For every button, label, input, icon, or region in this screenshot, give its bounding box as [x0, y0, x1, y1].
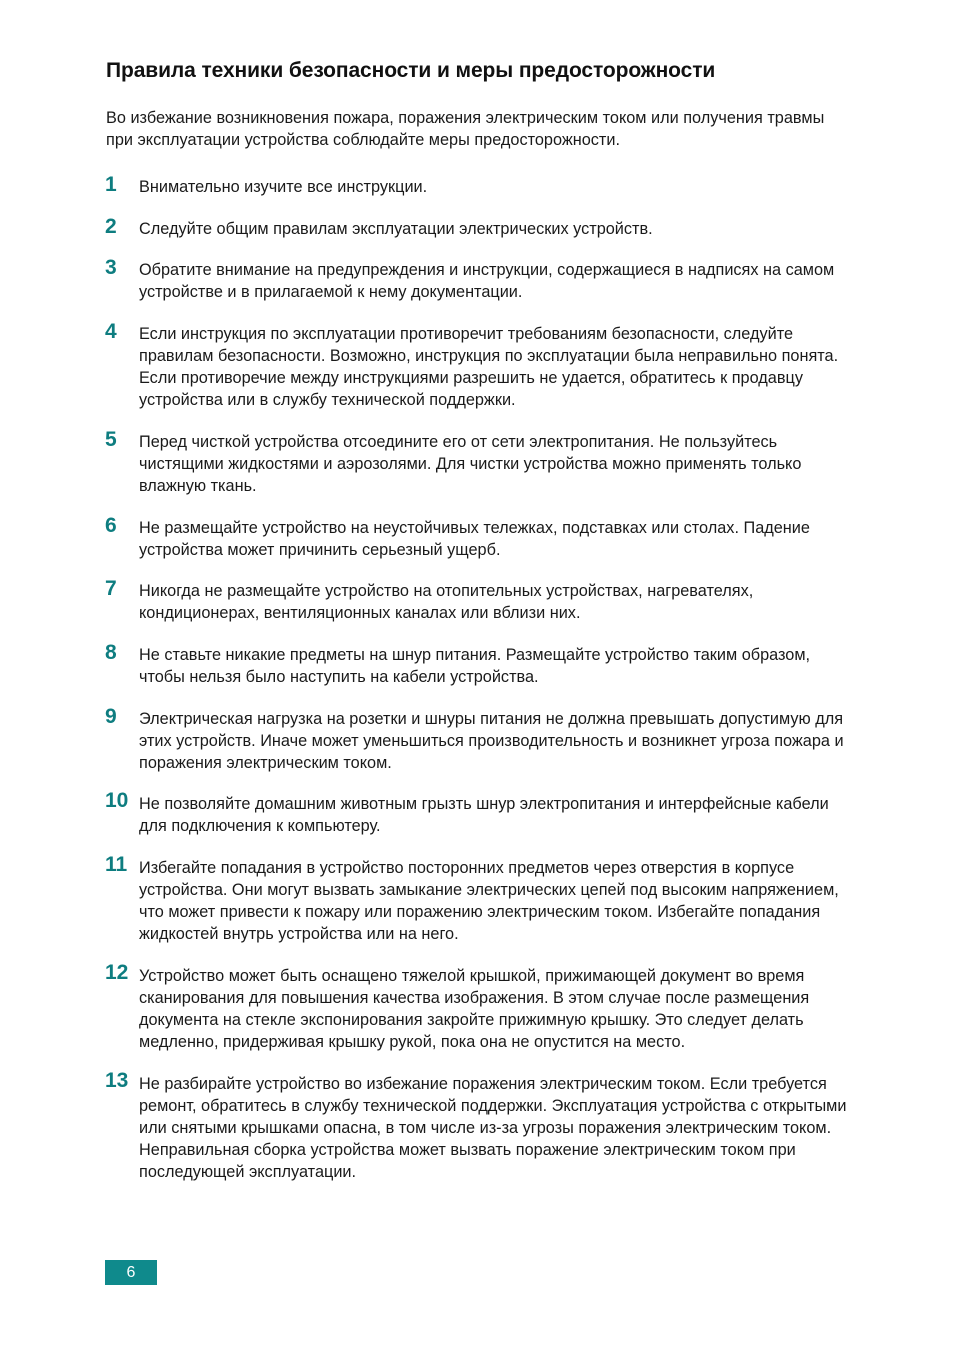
rule-item [104, 577, 850, 624]
rule-text: Никогда не размещайте устройство на отопительных устройствах, нагревателях, кондиционерах, вентиляционных каналах или вблизи них. [139, 582, 754, 623]
page-number-badge: 6 [105, 1260, 157, 1285]
rule-text: Перед чисткой устройства отсоедините его от сети электропитания. Не пользуйтесь чистящими жидкостями и аэрозолями. Для чистки устройства можно применять только влажную ткань. [139, 432, 802, 495]
rule-text: Если инструкция по эксплуатации противоречит требованиям безопасности, следуйте правилам безопасности. Возможно, инструкция по эксплуатации была неправильно понята. Если противоречие между инструкциями разрешить не удается, обратитесь к продавцу устройства или в службу технической поддержки. [139, 324, 839, 410]
rule-number: 7 [105, 577, 117, 601]
rule-number: 10 [105, 789, 129, 813]
rule-text: Обратите внимание на предупреждения и инструкции, содержащиеся в надписях на самом устройстве и в прилагаемой к нему документации. [139, 261, 835, 302]
rule-number: 11 [105, 853, 128, 877]
rule-text: Избегайте попадания в устройство посторонних предметов через отверстия в корпусе устройства. Они могут вызвать замыкание электрических цепей под высоким напряжением, что может привести к пожару или поражению электрическим током. Избегайте попадания жидкостей внутрь устройства или на него. [139, 859, 839, 944]
rule-item [104, 173, 850, 198]
rule-number: 4 [105, 319, 117, 343]
rule-number: 6 [105, 513, 117, 537]
intro-paragraph: Во избежание возникновения пожара, поражения электрическим током или получения травмы при эксплуатации устройства соблюдайте меры предосторожности. [106, 109, 825, 149]
page-title: Правила техники безопасности и меры предосторожности [106, 59, 716, 82]
rule-number: 3 [105, 256, 117, 280]
rule-number: 5 [105, 427, 117, 451]
rule-number: 1 [105, 173, 117, 196]
rule-item [104, 319, 850, 411]
rule-number: 8 [105, 640, 117, 664]
rule-number: 13 [105, 1068, 129, 1092]
rule-item [104, 853, 850, 945]
rule-item [104, 960, 850, 1053]
rule-number: 9 [105, 704, 117, 728]
rule-number: 12 [105, 960, 129, 984]
rule-item [104, 513, 850, 561]
rule-item [104, 214, 850, 240]
rule-text: Следуйте общим правилам эксплуатации электрических устройств. [139, 219, 653, 238]
rule-text: Не позволяйте домашним животным грызть шнур электропитания и интерфейсные кабели для подключения к компьютеру. [139, 795, 829, 836]
rule-item [104, 704, 850, 774]
rule-text: Внимательно изучите все инструкции. [139, 178, 428, 196]
rule-text: Не разбирайте устройство во избежание поражения электрическим током. Если требуется ремонт, обратитесь в службу технической поддержки. Эксплуатация устройства с открытыми или снятыми крышками опасна, в том числе из-за угрозы поражения электрическим током. Неправильная сборка устройства может вызвать поражение электрическим током при последующей эксплуатации. [139, 1074, 847, 1182]
safety-rules-list [104, 173, 850, 1203]
rule-item [104, 1068, 850, 1183]
rule-item [104, 427, 850, 497]
rule-text: Электрическая нагрузка на розетки и шнуры питания не должна превышать допустимую для этих устройств. Иначе может уменьшиться производительность и возникнет угроза пожара и поражения электрическим током. [139, 709, 844, 772]
rule-item [104, 640, 850, 688]
rule-item [104, 256, 850, 303]
rule-text: Не ставьте никакие предметы на шнур питания. Размещайте устройство таким образом, чтобы нельзя было наступить на кабели устройства. [139, 645, 811, 686]
rule-text: Не размещайте устройство на неустойчивых тележках, подставках или столах. Падение устройства может причинить серьезный ущерб. [139, 518, 810, 559]
rule-text: Устройство может быть оснащено тяжелой крышкой, прижимающей документ во время сканирования для повышения качества изображения. В этом случае после размещения документа на стекле экспонирования закройте прижимную крышку. Это следует делать медленно, придерживая крышку рукой, пока она не опустится на место. [139, 966, 810, 1052]
rule-item [104, 789, 850, 837]
rule-number: 2 [105, 214, 117, 238]
